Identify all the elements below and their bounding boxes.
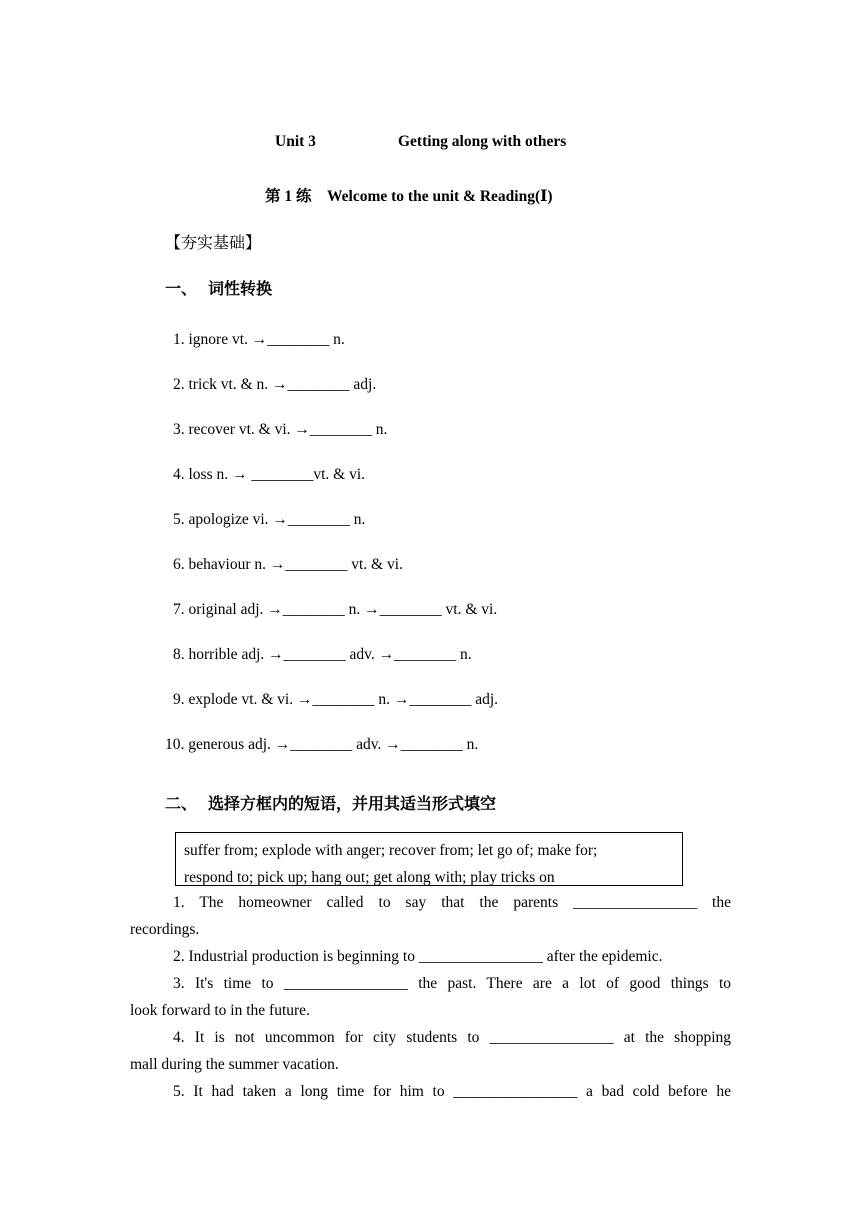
vocab-item-3: 3. recover vt. & vi. →________ n. bbox=[173, 421, 388, 438]
unit-title: Getting along with others bbox=[398, 133, 567, 150]
vocab-item-7: 7. original adj. →________ n. →________ vt. & vi. bbox=[173, 601, 498, 618]
part2-heading: 选择方框内的短语，并用其适当形式填空 bbox=[208, 796, 497, 813]
vocab-item-5: 5. apologize vi. →________ n. bbox=[173, 511, 366, 528]
part1-heading: 词性转换 bbox=[208, 281, 273, 298]
question-1 bbox=[130, 889, 731, 943]
vocab-item-9: 9. explode vt. & vi. →________ n. →________ adj. bbox=[173, 691, 499, 708]
vocab-item-4: 4. loss n. → ________vt. & vi. bbox=[173, 466, 366, 483]
question-3-line-1: 3. It's time to ________________ the past. There are a lot of good things to bbox=[173, 975, 731, 992]
part2-heading-number: 二、 bbox=[165, 796, 198, 813]
question-4-line-2: mall during the summer vacation. bbox=[130, 1056, 339, 1073]
question-1-line-1: 1. The homeowner called to say that the parents ________________ the bbox=[173, 894, 731, 911]
section-label: 【夯实基础】 bbox=[165, 235, 262, 252]
vocab-item-6: 6. behaviour n. →________ vt. & vi. bbox=[173, 556, 403, 573]
question-3-line-2: look forward to in the future. bbox=[130, 1002, 310, 1019]
vocab-item-1: 1. ignore vt. →________ n. bbox=[173, 331, 345, 348]
vocab-item-2: 2. trick vt. & n. →________ adj. bbox=[173, 376, 377, 393]
question-3 bbox=[130, 970, 731, 1024]
question-2-line-1: 2. Industrial production is beginning to ________________ after the epidemic. bbox=[173, 948, 663, 965]
question-1-line-2: recordings. bbox=[130, 921, 200, 938]
unit-number: Unit 3 bbox=[275, 133, 316, 150]
question-5 bbox=[130, 1078, 731, 1105]
phrase-box-line-1: suffer from; explode with anger; recover from; let go of; make for; bbox=[184, 842, 598, 859]
question-4 bbox=[130, 1024, 731, 1078]
phrase-box bbox=[175, 832, 683, 886]
lesson-title: 第 1 练 Welcome to the unit & Reading(Ⅰ) bbox=[265, 188, 553, 205]
part1-heading-number: 一、 bbox=[165, 281, 198, 298]
question-5-line-1: 5. It had taken a long time for him to ________________ a bad cold before he bbox=[173, 1083, 731, 1100]
vocab-item-8: 8. horrible adj. →________ adv. →________ n. bbox=[173, 646, 472, 663]
phrase-box-line-2: respond to; pick up; hang out; get along with; play tricks on bbox=[184, 869, 555, 886]
question-2 bbox=[130, 943, 731, 970]
vocab-item-10: 10. generous adj. →________ adv. →________ n. bbox=[165, 736, 479, 753]
question-4-line-1: 4. It is not uncommon for city students to ________________ at the shopping bbox=[173, 1029, 731, 1046]
